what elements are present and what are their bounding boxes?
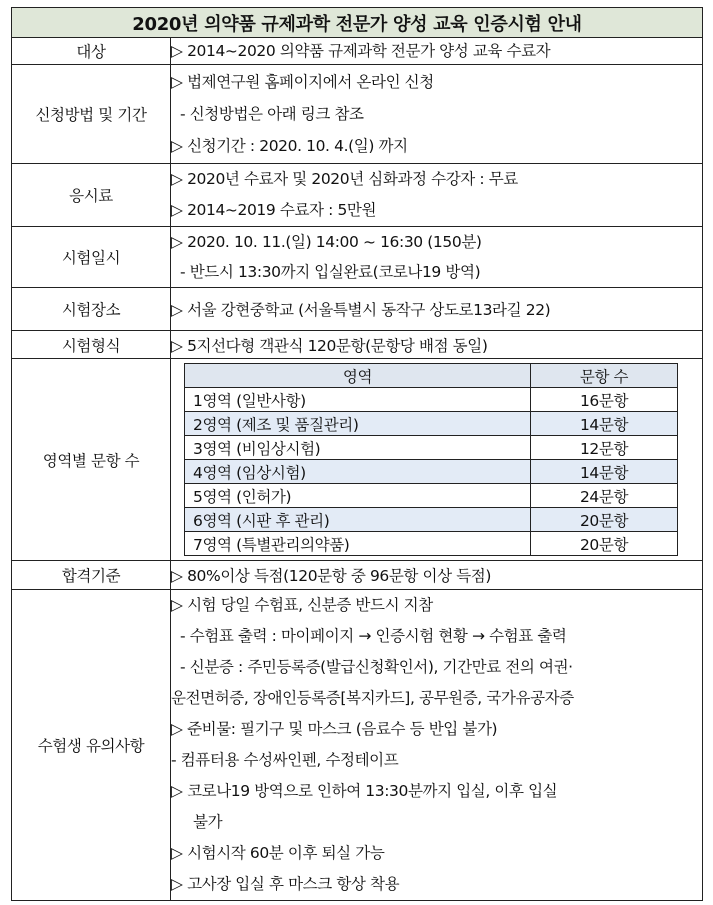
area-header: 영역 (185, 364, 531, 388)
format-line-1: ▷ 5지선다형 객관식 120문항(문항당 배점 동일) (171, 334, 702, 356)
area-count: 20문항 (531, 508, 678, 532)
row-format (12, 331, 703, 359)
area-name: 7영역 (특별관리의약품) (185, 532, 531, 556)
area-name: 1영역 (일반사항) (185, 388, 531, 412)
apply-line-3: ▷ 신청기간 : 2020. 10. 4.(일) 까지 (171, 130, 702, 162)
notes-line-5: ▷ 준비물: 필기구 및 마스크 (음료수 등 반입 불가) (171, 714, 702, 745)
fee-line-1: ▷ 2020년 수료자 및 2020년 심화과정 수강자 : 무료 (171, 164, 702, 195)
exam-notice-document (11, 7, 702, 901)
table-row (185, 388, 678, 412)
target-line-1: ▷ 2014~2020 의약품 규제과학 전문가 양성 교육 수료자 (171, 38, 702, 64)
label-place: 시험장소 (12, 288, 171, 331)
area-count: 16문항 (531, 388, 678, 412)
area-name: 5영역 (인허가) (185, 484, 531, 508)
row-place (12, 288, 703, 331)
area-count: 20문항 (531, 532, 678, 556)
label-fee: 응시료 (12, 164, 171, 227)
row-areas (12, 359, 703, 561)
notes-line-10: ▷ 고사장 입실 후 마스크 항상 착용 (171, 869, 702, 900)
notes-line-6: - 컴퓨터용 수성싸인펜, 수정테이프 (171, 751, 399, 769)
notes-line-3: - 신분증 : 주민등록증(발급신청확인서), 기간만료 전의 여권· (180, 658, 573, 676)
place-line-1: ▷ 서울 강현중학교 (서울특별시 동작구 상도로13라길 22) (171, 298, 702, 320)
count-header: 문항 수 (531, 364, 678, 388)
area-count: 14문항 (531, 460, 678, 484)
row-fee (12, 164, 703, 227)
label-notes: 수험생 유의사항 (12, 590, 171, 901)
row-pass (12, 561, 703, 590)
label-date: 시험일시 (12, 227, 171, 288)
area-name: 2영역 (제조 및 품질관리) (185, 412, 531, 436)
label-apply: 신청방법 및 기간 (12, 65, 171, 164)
notes-line-1: ▷ 시험 당일 수험표, 신분증 반드시 지참 (171, 590, 702, 621)
notice-title: 2020년 의약품 규제과학 전문가 양성 교육 인증시험 안내 (12, 8, 703, 38)
table-row (185, 484, 678, 508)
area-name: 3영역 (비임상시험) (185, 436, 531, 460)
label-format: 시험형식 (12, 331, 171, 359)
area-name: 4영역 (임상시험) (185, 460, 531, 484)
area-name: 6영역 (시판 후 관리) (185, 508, 531, 532)
label-pass: 합격기준 (12, 561, 171, 590)
row-date (12, 227, 703, 288)
table-row (185, 460, 678, 484)
date-line-2: - 반드시 13:30까지 입실완료(코로나19 방역) (180, 263, 481, 281)
label-areas: 영역별 문항 수 (12, 359, 171, 561)
notes-line-9: ▷ 시험시작 60분 이후 퇴실 가능 (171, 838, 702, 869)
notes-line-4: 운전면허증, 장애인등록증[복지카드], 공무원증, 국가유공자증 (171, 689, 574, 707)
pass-line-1: ▷ 80%이상 득점(120문항 중 96문항 이상 득점) (171, 564, 702, 586)
area-table-header (185, 364, 678, 388)
label-target: 대상 (12, 38, 171, 65)
area-count: 24문항 (531, 484, 678, 508)
fee-line-2: ▷ 2014~2019 수료자 : 5만원 (171, 195, 702, 226)
table-row (185, 436, 678, 460)
area-question-table (184, 363, 678, 556)
notice-table (11, 7, 703, 901)
row-notes (12, 590, 703, 901)
area-count: 12문항 (531, 436, 678, 460)
table-row (185, 412, 678, 436)
notes-line-8: 불가 (193, 813, 223, 831)
row-target (12, 38, 703, 65)
apply-line-2: - 신청방법은 아래 링크 참조 (180, 105, 364, 123)
notes-line-7: ▷ 코로나19 방역으로 인하여 13:30분까지 입실, 이후 입실 (171, 776, 702, 807)
table-row (185, 508, 678, 532)
table-row (185, 532, 678, 556)
notes-line-2: - 수험표 출력 : 마이페이지 → 인증시험 현황 → 수험표 출력 (180, 627, 567, 645)
date-line-1: ▷ 2020. 10. 11.(일) 14:00 ~ 16:30 (150분) (171, 227, 702, 257)
area-count: 14문항 (531, 412, 678, 436)
apply-line-1: ▷ 법제연구원 홈페이지에서 온라인 신청 (171, 66, 702, 98)
row-apply (12, 65, 703, 164)
